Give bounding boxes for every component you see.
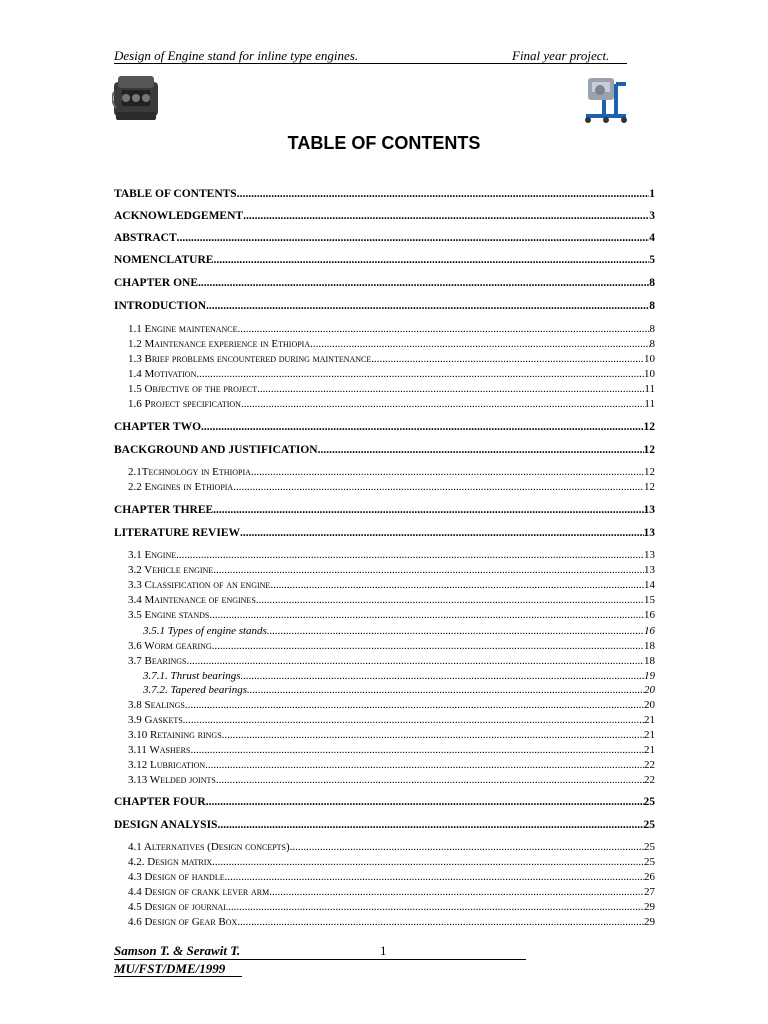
toc-entry-page: 8 [649,323,655,335]
toc-leader-dots [228,901,644,913]
toc-leader-dots [213,504,643,516]
toc-entry[interactable] [128,609,655,623]
toc-entry[interactable] [114,444,655,458]
toc-entry[interactable] [128,655,655,669]
toc-entry-label: 3.5.1 Types of engine stands [143,625,267,637]
toc-entry-label: ABSTRACT [114,232,177,244]
toc-entry-page: 8 [649,277,655,289]
toc-leader-dots [216,774,644,786]
toc-leader-dots [198,277,649,289]
toc-entry-label: 3.9 Gaskets [128,714,183,726]
toc-entry-page: 10 [644,368,655,380]
toc-entry-label: BACKGROUND AND JUSTIFICATION [114,444,318,456]
toc-leader-dots [270,579,644,591]
toc-entry-page: 16 [644,609,655,621]
toc-entry-label: CHAPTER FOUR [114,796,206,808]
toc-leader-dots [225,871,644,883]
toc-entry-label: 3.2 Vehicle engine [128,564,214,576]
toc-leader-dots [251,466,644,478]
toc-leader-dots [371,353,644,365]
toc-leader-dots [196,368,644,380]
toc-leader-dots [212,856,644,868]
toc-entry-label: NOMENCLATURE [114,254,214,266]
toc-entry-page: 20 [644,684,655,696]
toc-entry-page: 12 [643,444,655,456]
toc-leader-dots [183,714,644,726]
toc-entry-label: LITERATURE REVIEW [114,527,240,539]
toc-entry-page: 1 [649,188,655,200]
toc-entry-page: 19 [644,670,655,682]
footer-document-code: MU/FST/DME/1999 [114,961,226,976]
toc-entry[interactable] [128,353,655,367]
toc-entry-label: 1.1 Engine maintenance [128,323,238,335]
toc-entry[interactable] [128,383,655,397]
footer-authors: Samson T. & Serawit T. [114,943,241,958]
toc-entry-page: 22 [644,759,655,771]
toc-entry-page: 25 [643,819,655,831]
toc-entry-label: 1.3 Brief problems encountered during maintenance [128,353,372,365]
toc-leader-dots [222,729,644,741]
toc-entry-page: 13 [644,564,655,576]
toc-entry[interactable] [128,841,655,855]
toc-leader-dots [206,796,644,808]
toc-entry-page: 21 [644,744,655,756]
toc-entry[interactable] [114,819,655,833]
toc-entry-page: 25 [644,841,655,853]
toc-entry-label: 3.4 Maintenance of engines [128,594,256,606]
toc-leader-dots [256,594,644,606]
toc-entry[interactable] [114,277,655,291]
toc-entry-label: 4.6 Design of Gear Box [128,916,238,928]
toc-entry[interactable] [128,729,655,743]
toc-leader-dots [206,300,649,312]
toc-entry[interactable] [128,481,655,495]
toc-entry-label: 4.5 Design of journal [128,901,229,913]
toc-entry-page: 5 [649,254,655,266]
toc-leader-dots [318,444,644,456]
toc-entry[interactable] [114,527,655,541]
toc-entry-label: 3.12 Lubrication [128,759,206,771]
toc-entry[interactable] [128,368,655,382]
toc-entry[interactable] [114,504,655,518]
toc-entry-page: 25 [643,796,655,808]
toc-entry-page: 20 [644,699,655,711]
toc-entry-page: 12 [644,466,655,478]
footer-rule-short [114,976,242,977]
toc-entry[interactable] [128,398,655,412]
toc-entry[interactable] [128,549,655,563]
toc-entry[interactable] [128,714,655,728]
toc-leader-dots [217,819,643,831]
toc-entry-page: 13 [644,549,655,561]
toc-leader-dots [241,398,644,410]
toc-leader-dots [209,609,644,621]
footer-page-number: 1 [380,943,387,958]
toc-entry-page: 29 [644,901,655,913]
toc-entry-page: 8 [649,300,655,312]
toc-entry-page: 25 [644,856,655,868]
toc-entry[interactable] [128,564,655,578]
toc-entry[interactable] [143,684,655,698]
toc-leader-dots [247,684,644,696]
toc-entry-label: 3.7.2. Tapered bearings [143,684,247,696]
toc-leader-dots [310,338,649,350]
toc-entry-page: 14 [644,579,655,591]
toc-entry-label: CHAPTER TWO [114,421,202,433]
toc-leader-dots [290,841,644,853]
toc-entry-page: 27 [644,886,655,898]
toc-entry-label: 4.2. Design matrix [128,856,213,868]
toc-entry-label: 3.6 Worm gearing [128,640,212,652]
toc-entry[interactable] [128,466,655,480]
toc-entry[interactable] [128,916,655,930]
toc-entry[interactable] [128,871,655,885]
toc-entry-label: TABLE OF CONTENTS [114,188,237,200]
toc-entry[interactable] [143,670,655,684]
toc-leader-dots [176,549,644,561]
toc-entry[interactable] [114,796,655,810]
toc-entry-page: 12 [644,481,655,493]
toc-leader-dots [240,527,644,539]
toc-leader-dots [213,564,644,576]
toc-entry[interactable] [128,640,655,654]
toc-entry[interactable] [114,300,655,314]
footer-rule [114,959,526,960]
toc-entry[interactable] [114,232,655,246]
toc-leader-dots [190,744,644,756]
toc-entry-label: CHAPTER ONE [114,277,199,289]
header-project-label: Final year project. [512,48,610,63]
toc-leader-dots [237,916,644,928]
toc-leader-dots [205,759,644,771]
toc-entry[interactable] [128,901,655,915]
toc-entry-label: 3.10 Retaining rings [128,729,222,741]
toc-entry-page: 11 [644,383,655,395]
toc-leader-dots [257,383,644,395]
toc-leader-dots [241,670,645,682]
toc-leader-dots [187,655,644,667]
toc-leader-dots [238,323,650,335]
toc-entry-label: 3.1 Engine [128,549,177,561]
toc-leader-dots [269,886,644,898]
toc-entry-page: 8 [649,338,655,350]
toc-entry-label: 3.8 Sealings [128,699,185,711]
toc-entry-page: 13 [643,504,655,516]
toc-leader-dots [185,699,644,711]
toc-entry[interactable] [114,210,655,224]
toc-entry-page: 18 [644,655,655,667]
toc-entry-label: 2.2 Engines in Ethiopia [128,481,234,493]
toc-entry-page: 12 [643,421,655,433]
toc-entry-page: 18 [644,640,655,652]
toc-entry-page: 4 [649,232,655,244]
toc-entry[interactable] [128,594,655,608]
toc-entry-label: DESIGN ANALYSIS [114,819,218,831]
toc-entry-page: 21 [644,729,655,741]
toc-leader-dots [201,421,643,433]
toc-entry-label: 2.1Technology in Ethiopia [128,466,251,478]
toc-leader-dots [243,210,649,222]
page-title: TABLE OF CONTENTS [287,133,481,153]
toc-entry-page: 21 [644,714,655,726]
toc-entry-page: 3 [649,210,655,222]
toc-entry-page: 16 [644,625,655,637]
toc-entry-label: 3.11 Washers [128,744,191,756]
toc-entry-label: 3.5 Engine stands [128,609,210,621]
toc-entry-page: 10 [644,353,655,365]
toc-entry-page: 29 [644,916,655,928]
toc-entry-label: 4.4 Design of crank lever arm [128,886,270,898]
toc-entry[interactable] [128,744,655,758]
toc-leader-dots [237,188,650,200]
toc-entry-page: 15 [644,594,655,606]
toc-entry-label: CHAPTER THREE [114,504,214,516]
toc-entry-label: 1.5 Objective of the project [128,383,258,395]
toc-leader-dots [212,640,644,652]
toc-entry[interactable] [114,254,655,268]
toc-entry-label: 3.7 Bearings [128,655,187,667]
header-title: Design of Engine stand for inline type engines. [114,48,359,63]
toc-entry[interactable] [128,774,655,788]
toc-entry[interactable] [128,338,655,352]
toc-entry-label: INTRODUCTION [114,300,207,312]
toc-entry-label: 1.6 Project specification [128,398,241,410]
toc-entry-page: 11 [644,398,655,410]
toc-entry-label: 4.1 Alternatives (Design concepts) [128,841,290,853]
toc-entry-label: 3.3 Classification of an engine [128,579,271,591]
toc-entry[interactable] [128,856,655,870]
toc-leader-dots [267,625,644,637]
header-rule [114,63,627,64]
toc-entry-label: 1.4 Motivation [128,368,197,380]
toc-entry-page: 26 [644,871,655,883]
toc-entry-page: 13 [643,527,655,539]
toc-entry[interactable] [128,759,655,773]
engine-stand-photo-icon [580,70,632,126]
toc-entry-label: 3.13 Welded joints [128,774,216,786]
toc-entry[interactable] [114,188,655,202]
toc-entry[interactable] [128,579,655,593]
toc-entry-page: 22 [644,774,655,786]
toc-entry[interactable] [128,699,655,713]
toc-entry[interactable] [128,323,655,337]
toc-leader-dots [213,254,649,266]
toc-entry-label: 4.3 Design of handle [128,871,225,883]
toc-entry[interactable] [143,625,655,639]
toc-entry[interactable] [128,886,655,900]
toc-entry-label: 3.7.1. Thrust bearings [143,670,241,682]
toc-leader-dots [233,481,644,493]
toc-entry-label: 1.2 Maintenance experience in Ethiopia [128,338,311,350]
toc-entry-label: ACKNOWLEDGEMENT [114,210,244,222]
toc-leader-dots [177,232,650,244]
engine-photo-icon [112,72,160,124]
toc-entry[interactable] [114,421,655,435]
